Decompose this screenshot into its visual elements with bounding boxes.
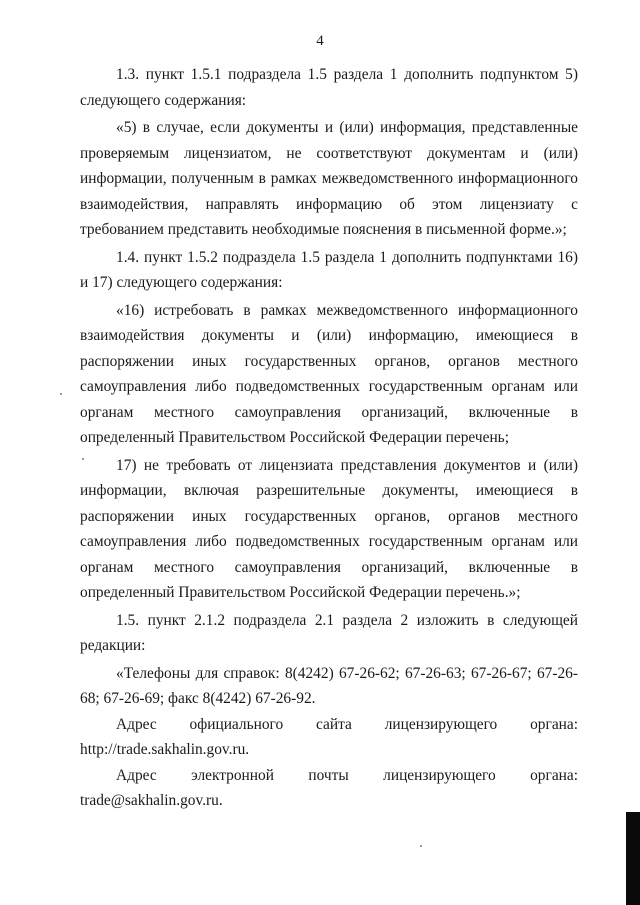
scan-edge-mark bbox=[626, 812, 640, 905]
paragraph-subpoint-17: 17) не требовать от лицензиата представления документов и (или) информации, включая разрешительные документы, имеющиеся в распоряжении иных государственных органов, органов местного самоуправления либо подведомственных государственным органам или органам местного самоуправления организаций, включенные в определенный Правительством Российской Федерации перечень.»; bbox=[80, 456, 578, 601]
document-body bbox=[80, 62, 578, 814]
page-number: 4 bbox=[316, 33, 324, 49]
paragraph-1-5: 1.5. пункт 2.1.2 подраздела 2.1 раздела 2 изложить в следующей редакции: bbox=[80, 611, 578, 654]
paragraph-1-4: 1.4. пункт 1.5.2 подраздела 1.5 раздела 1 дополнить подпунктами 16) и 17) следующего содержания: bbox=[80, 248, 578, 291]
scan-speck bbox=[82, 458, 84, 460]
paragraph-subpoint-5: «5) в случае, если документы и (или) информация, представленные проверяемым лицензиатом, не соответствуют документам и (или) информации, полученным в рамках межведомственного информационного взаимодействия, направлять информацию об этом лицензиату с требованием представить необходимые пояснения в письменной форме.»; bbox=[80, 119, 578, 238]
paragraph-phones: «Телефоны для справок: 8(4242) 67-26-62; 67-26-63; 67-26-67; 67-26-68; 67-26-69; факс 8(4242) 67-26-92. bbox=[80, 664, 578, 707]
email-address: trade@sakhalin.gov.ru. bbox=[80, 792, 223, 809]
scan-speck bbox=[60, 393, 62, 395]
scan-speck bbox=[420, 845, 422, 847]
paragraph-subpoint-16: «16) истребовать в рамках межведомственного информационного взаимодействия документы и (или) информацию, имеющиеся в распоряжении иных государственных органов, органов местного самоуправления либо подведомственных государственным органам или органам местного самоуправления организаций, включенные в определенный Правительством Российской Федерации перечень; bbox=[80, 301, 578, 446]
paragraph-1-3: 1.3. пункт 1.5.1 подраздела 1.5 раздела 1 дополнить подпунктом 5) следующего содержания: bbox=[80, 66, 578, 109]
email-address-label: Адрес электронной почты лицензирующего органа: bbox=[116, 766, 578, 784]
site-address-label: Адрес официального сайта лицензирующего органа: bbox=[116, 715, 578, 733]
site-url: http://trade.sakhalin.gov.ru. bbox=[80, 741, 250, 758]
